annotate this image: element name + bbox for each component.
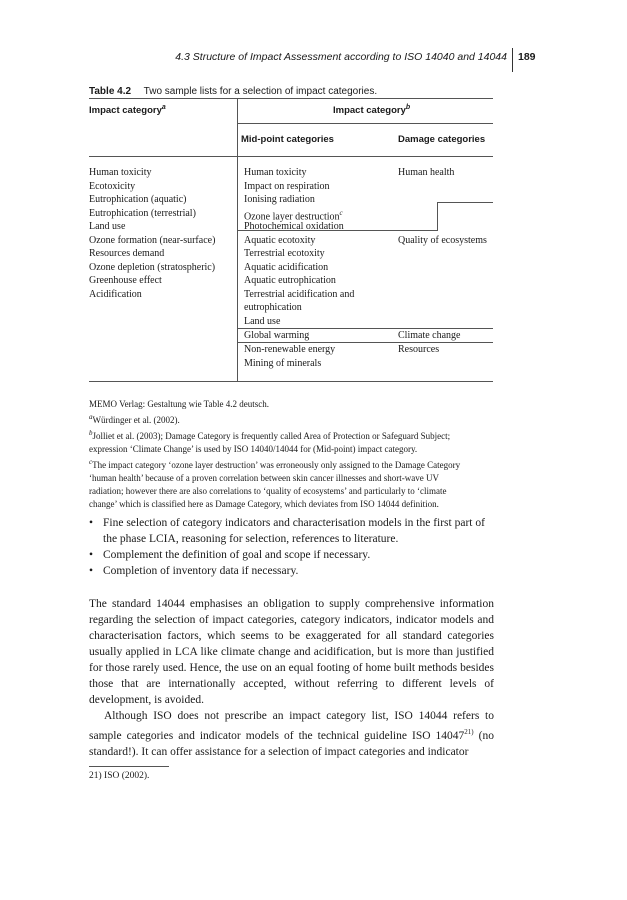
impact-category-cell: Ozone formation (near-surface) (89, 234, 216, 246)
midpoint-cell: Ozone layer destruction$^c$ (244, 208, 343, 222)
midpoint-subheader: Mid-point categories (241, 134, 334, 145)
subheader-rule (237, 123, 493, 124)
midpoint-cell: Ionising radiation (244, 194, 315, 205)
table-label: Table 4.2 (89, 86, 132, 97)
impact-category-cell: Acidification (89, 288, 142, 300)
note-b-line: expression ‘Climate Change’ is used by ISO 14040/14044 for (Mid-point) impact category. (89, 444, 418, 454)
bullet-item: • Completion of inventory data if necessary. (89, 565, 299, 577)
damage-cell: Human health (398, 167, 455, 178)
footnote: 21) ISO (2002). (89, 771, 150, 781)
paragraph: The standard 14044 emphasises an obligation to supply comprehensive information regarding the selection of impact categories, category indicators, indicator models and characterisation factors, which seems to be exaggerated for all standard categories usually applied in LCA like climate change and acidification, but is more than justified for those rarely used. Hence, the use on an equal footing of home built methods besides those that are internationally accepted, without referring to different levels of development, is avoided. (89, 598, 494, 706)
midpoint-cell: Mining of minerals (244, 357, 322, 369)
impact-category-cell: Eutrophication (aquatic) (89, 194, 187, 205)
midpoint-cell: Land use (244, 315, 281, 327)
damage-subheader: Damage categories (398, 134, 486, 145)
damage-cell: Quality of ecosystems (398, 234, 487, 246)
note-a: $^a$Würdinger et al. (2002). (89, 413, 180, 425)
note-c-line: ‘human health’ because of a proven correlation between skin cancer illnesses and short-wave UV (89, 473, 439, 483)
note-c-line: $^c$The impact category ‘ozone layer destruction’ was erroneously only assigned to the Damage Category (89, 458, 461, 470)
midpoint-cell: Terrestrial ecotoxity (244, 248, 325, 259)
header-bottom-rule (89, 156, 493, 157)
running-header (0, 48, 627, 68)
impact-category-cell: Resources demand (89, 248, 165, 259)
midpoint-cell: Aquatic eutrophication (244, 275, 336, 286)
memo-note: MEMO Verlag: Gestaltung wie Table 4.2 deutsch. (89, 399, 270, 409)
table-caption-text: Two sample lists for a selection of impact categories. (143, 86, 378, 97)
table-caption (89, 86, 499, 97)
bullet-marker: • (89, 549, 94, 561)
table-notes (89, 398, 499, 511)
note-b-line: $^b$Jolliet et al. (2003); Damage Category is frequently called Area of Protection or Safeguard Subject; (89, 429, 451, 441)
body-text (89, 596, 494, 760)
bullet-item: • Complement the definition of goal and scope if necessary. (89, 549, 371, 561)
footnote-rule (89, 766, 169, 767)
running-header-title: 4.3 Structure of Impact Assessment according to ISO 14040 and 14044 (175, 51, 507, 63)
bullet-list (89, 515, 499, 579)
damage-cell: Resources (398, 344, 440, 355)
table-bottom-rule (89, 381, 493, 382)
midpoint-cell: Terrestrial acidification and (244, 288, 355, 300)
impact-category-cell: Eutrophication (terrestrial) (89, 207, 196, 219)
midpoint-cell: Aquatic ecotoxity (244, 234, 316, 246)
table-top-rule (89, 98, 493, 99)
note-c-line: radiation; however there are also correlations to ‘quality of ecosystems’ and particularly to ‘climate (89, 486, 447, 496)
paragraph: Although ISO does not prescribe an impact category list, ISO 14044 refers to sample categories and indicator models of the technical guideline ISO 14047$^{21)}$ (no standard!). It can offer assistance for a selection of impact categories and indicator (89, 710, 494, 758)
midpoint-cell: Aquatic acidification (244, 261, 329, 273)
midpoint-cell: Non-renewable energy (244, 344, 336, 355)
col1-header: Impact category$^a$ (89, 104, 166, 117)
impact-category-cell: Human toxicity (89, 167, 152, 178)
bullet-marker: • (89, 565, 94, 577)
damage-cell: Climate change (398, 330, 461, 341)
midpoint-cell: Photochemical oxidation (244, 221, 344, 232)
midpoint-cell: Global warming (244, 330, 310, 341)
health-group-bracket (437, 202, 438, 230)
impact-category-cell: Land use (89, 221, 126, 232)
midpoint-cell: Impact on respiration (244, 180, 330, 192)
page-number: 189 (518, 51, 536, 63)
bullet-marker: • (89, 517, 94, 529)
bullet-item: • Fine selection of category indicators and characterisation models in the first part of the phase LCIA, reasoning for selection, references to literature. (89, 517, 485, 545)
health-group-rule (437, 202, 493, 203)
impact-category-cell: Ecotoxicity (89, 180, 136, 192)
impact-category-cell: Ozone depletion (stratospheric) (89, 261, 216, 273)
col23-header: Impact category$^b$ (333, 104, 411, 117)
note-c-line: change’ which is classified here as Damage Category, which deviates from ISO 14044 definition. (89, 499, 439, 509)
midpoint-cell: eutrophication (244, 302, 302, 313)
midpoint-cell: Human toxicity (244, 167, 307, 178)
header-divider (512, 48, 513, 72)
column-divider (237, 98, 238, 381)
impact-category-cell: Greenhouse effect (89, 275, 162, 286)
